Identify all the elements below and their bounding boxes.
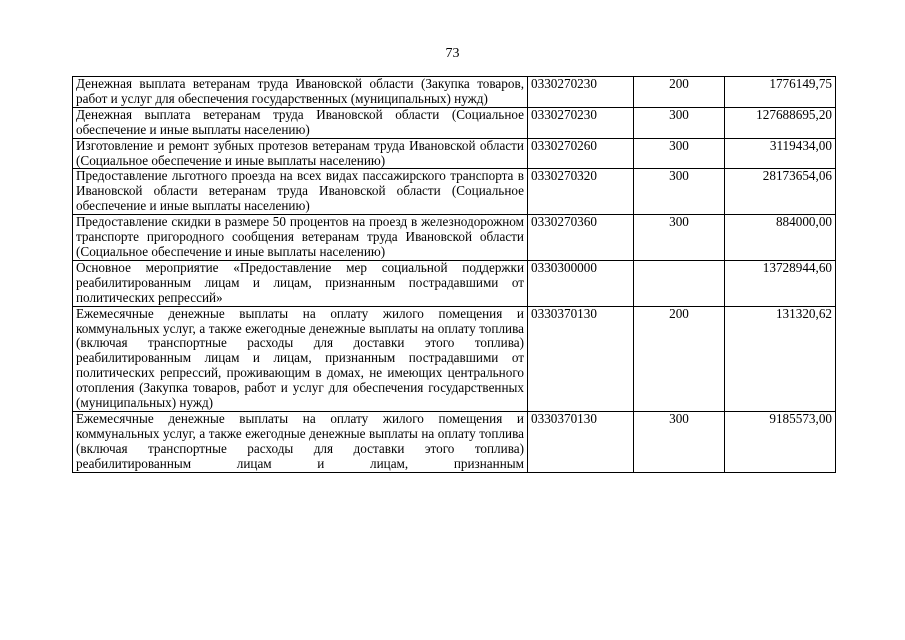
- table-row: [73, 77, 836, 108]
- row-sum-cell: 3119434,00: [725, 138, 836, 169]
- row-expense-type-cell: [634, 260, 725, 306]
- row-code-cell: 0330270230: [528, 77, 634, 108]
- table-row: [73, 138, 836, 169]
- row-sum-cell: 1776149,75: [725, 77, 836, 108]
- table-row: [73, 215, 836, 261]
- row-name-cell: Денежная выплата ветеранам труда Ивановской области (Социальное обеспечение и иные выплаты населению): [73, 107, 528, 138]
- row-name-cell: Основное мероприятие «Предоставление мер социальной поддержки реабилитированным лицам и лицам, признанным пострадавшими от политических репрессий»: [73, 260, 528, 306]
- row-code-cell: 0330270360: [528, 215, 634, 261]
- row-code-cell: 0330300000: [528, 260, 634, 306]
- row-expense-type-cell: 300: [634, 215, 725, 261]
- row-sum-cell: 884000,00: [725, 215, 836, 261]
- row-code-cell: 0330270230: [528, 107, 634, 138]
- row-name-cell: Денежная выплата ветеранам труда Ивановской области (Закупка товаров, работ и услуг для обеспечения государственных (муниципальных) нужд): [73, 77, 528, 108]
- row-expense-type-cell: 200: [634, 77, 725, 108]
- row-name-cell: Ежемесячные денежные выплаты на оплату жилого помещения и коммунальных услуг, а также ежегодные денежные выплаты на оплату топлива (включая транспортные расходы для доставки этого топлива) реабилитированным лицам и лицам, признанным пострадавшими от политических репрессий, проживающим в домах, не имеющих центрального отопления (Закупка товаров, работ и услуг для обеспечения государственных (муниципальных) нужд): [73, 306, 528, 411]
- table-row: [73, 169, 836, 215]
- budget-table-body: [73, 77, 836, 473]
- row-expense-type-cell: 300: [634, 107, 725, 138]
- row-sum-cell: 13728944,60: [725, 260, 836, 306]
- row-name-cell: Предоставление льготного проезда на всех видах пассажирского транспорта в Ивановской области ветеранам труда Ивановской области (Социальное обеспечение и иные выплаты населению): [73, 169, 528, 215]
- row-name-cell: Предоставление скидки в размере 50 процентов на проезд в железнодорожном транспорте пригородного сообщения ветеранам труда Ивановской области (Социальное обеспечение и иные выплаты населению): [73, 215, 528, 261]
- row-code-cell: 0330370130: [528, 411, 634, 472]
- row-expense-type-cell: 300: [634, 411, 725, 472]
- row-expense-type-cell: 300: [634, 138, 725, 169]
- row-sum-cell: 9185573,00: [725, 411, 836, 472]
- table-row: [73, 107, 836, 138]
- row-sum-cell: 127688695,20: [725, 107, 836, 138]
- row-code-cell: 0330370130: [528, 306, 634, 411]
- row-code-cell: 0330270320: [528, 169, 634, 215]
- table-row: [73, 306, 836, 411]
- table-row: [73, 260, 836, 306]
- page-number: 73: [445, 46, 460, 61]
- row-sum-cell: 28173654,06: [725, 169, 836, 215]
- row-sum-cell: 131320,62: [725, 306, 836, 411]
- row-name-cell: Ежемесячные денежные выплаты на оплату жилого помещения и коммунальных услуг, а также ежегодные денежные выплаты на оплату топлива (включая транспортные расходы для доставки этого топлива) реабилитированным лицам и лицам, признанным: [73, 411, 528, 472]
- row-name-cell: Изготовление и ремонт зубных протезов ветеранам труда Ивановской области (Социальное обеспечение и иные выплаты населению): [73, 138, 528, 169]
- row-expense-type-cell: 200: [634, 306, 725, 411]
- row-expense-type-cell: 300: [634, 169, 725, 215]
- table-row: [73, 411, 836, 472]
- row-code-cell: 0330270260: [528, 138, 634, 169]
- budget-table: [72, 76, 836, 473]
